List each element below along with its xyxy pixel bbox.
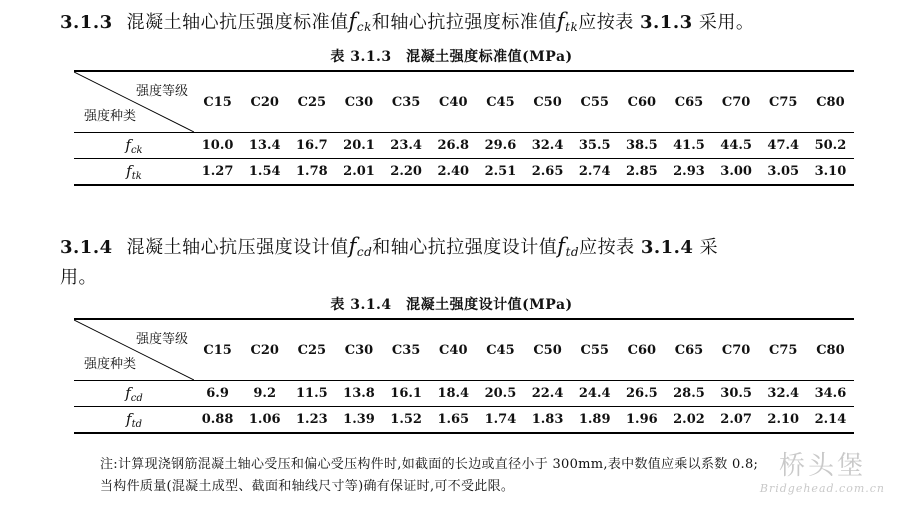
table-cell: 11.5 [288,381,335,407]
table-cell: 47.4 [760,133,807,159]
table-cell: 22.4 [524,381,571,407]
table-row [74,381,854,407]
table-cell: 1.83 [524,407,571,434]
symbol-subscript: tk [131,170,142,182]
symbol: f [126,161,132,180]
grade-header-c40: C40 [430,71,477,133]
table-cell: 0.88 [194,407,241,434]
table-cell: 2.07 [713,407,760,434]
clause-text: 应按表 [579,237,635,258]
clause-text: 混凝土轴心抗压强度标准值 [126,12,349,33]
table-cell: 1.74 [477,407,524,434]
table-cell: 2.51 [477,159,524,186]
grade-header-c15: C15 [194,71,241,133]
table-cell: 28.5 [665,381,712,407]
grade-header-c60: C60 [618,319,665,381]
clause-3-1-3 [60,8,863,40]
grade-header-c75: C75 [760,71,807,133]
strength-design-table [74,318,854,434]
grade-header-c25: C25 [288,71,335,133]
table-corner-header [74,71,194,133]
row-symbol-label [74,133,194,159]
table-cell: 1.78 [288,159,335,186]
table-cell: 20.5 [477,381,524,407]
table-cell: 1.23 [288,407,335,434]
table-cell: 2.01 [335,159,382,186]
table-cell: 44.5 [713,133,760,159]
table-row [74,133,854,159]
table-cell: 30.5 [713,381,760,407]
table-cell: 26.8 [430,133,477,159]
table-cell: 23.4 [383,133,430,159]
symbol: f [125,383,131,402]
grade-header-c30: C30 [335,71,382,133]
clause-3-1-4 [60,233,863,291]
symbol-subscript: td [565,245,580,259]
clause-text: 混凝土轴心抗压强度设计值 [126,237,349,258]
row-symbol-label [74,381,194,407]
row-symbol-label [74,159,194,186]
table-cell: 1.52 [383,407,430,434]
grade-header-c45: C45 [477,71,524,133]
table-caption: 表 3.1.4 混凝土强度设计值(MPa) [330,297,573,313]
clause-text: 和轴心抗拉强度标准值 [371,12,557,33]
table-cell: 1.39 [335,407,382,434]
clause-text: 应按表 [578,12,634,33]
symbol-subscript: ck [356,20,372,34]
table-cell: 24.4 [571,381,618,407]
table-row [74,159,854,186]
grade-header-c25: C25 [288,319,335,381]
symbol: f [348,234,357,258]
table-cell: 13.8 [335,381,382,407]
grade-header-c70: C70 [713,71,760,133]
table-cell: 3.10 [807,159,854,186]
table-cell: 16.7 [288,133,335,159]
table-cell: 10.0 [194,133,241,159]
grade-header-c75: C75 [760,319,807,381]
clause-number: 3.1.3 [60,12,113,33]
table-cell: 29.6 [477,133,524,159]
header-grade-label: 强度等级 [135,332,188,347]
symbol-subscript: ck [130,144,143,156]
table-cell: 34.6 [807,381,854,407]
row-symbol-label [74,407,194,434]
table-corner-header [74,319,194,381]
symbol-subscript: td [131,418,142,430]
table-cell: 2.65 [524,159,571,186]
table-cell: 26.5 [618,381,665,407]
table-cell: 13.4 [241,133,288,159]
table-cell: 38.5 [618,133,665,159]
header-grade-label: 强度等级 [135,84,188,99]
table-cell: 6.9 [194,381,241,407]
table-row [74,407,854,434]
table-cell: 2.40 [430,159,477,186]
grade-header-c35: C35 [383,71,430,133]
table-header-row [74,71,854,133]
table-cell: 3.05 [760,159,807,186]
symbol: f [348,9,357,33]
clause-text: 和轴心抗拉强度设计值 [372,237,558,258]
header-type-label: 强度种类 [84,109,137,124]
table-caption: 表 3.1.3 混凝土强度标准值(MPa) [330,49,573,65]
strength-standard-table [74,70,854,186]
table-cell: 3.00 [713,159,760,186]
grade-header-c40: C40 [430,319,477,381]
table-cell: 20.1 [335,133,382,159]
symbol-subscript: cd [356,245,373,259]
note-line: 当构件质量(混凝土成型、截面和轴线尺寸等)确有保证时,可不受此限。 [100,479,515,494]
table-cell: 2.10 [760,407,807,434]
symbol: f [125,135,131,154]
grade-header-c30: C30 [335,319,382,381]
table-cell: 1.54 [241,159,288,186]
table-cell: 1.96 [618,407,665,434]
table-cell: 18.4 [430,381,477,407]
grade-header-c20: C20 [241,319,288,381]
table-cell: 1.89 [571,407,618,434]
symbol-subscript: tk [565,20,579,34]
grade-header-c55: C55 [571,319,618,381]
symbol-subscript: cd [130,392,143,404]
grade-header-c50: C50 [524,71,571,133]
clause-text: 用。 [60,267,97,288]
grade-header-c15: C15 [194,319,241,381]
grade-header-c80: C80 [807,319,854,381]
table-cell: 50.2 [807,133,854,159]
grade-header-c50: C50 [524,319,571,381]
clause-text: 采用。 [698,12,755,33]
grade-header-c80: C80 [807,71,854,133]
watermark-logo [760,445,885,495]
symbol: f [556,9,566,33]
table-cell: 41.5 [665,133,712,159]
watermark-text: 桥头堡 [778,451,866,481]
symbol: f [557,234,566,258]
grade-header-c55: C55 [571,71,618,133]
table-reference: 3.1.4 [640,237,694,258]
table-cell: 16.1 [383,381,430,407]
table-reference: 3.1.3 [640,12,693,33]
table-cell: 35.5 [571,133,618,159]
table-cell: 9.2 [241,381,288,407]
grade-header-c60: C60 [618,71,665,133]
table-cell: 1.65 [430,407,477,434]
table-cell: 2.93 [665,159,712,186]
table-cell: 2.02 [665,407,712,434]
note-line: 注:计算现浇钢筋混凝土轴心受压和偏心受压构件时,如截面的长边或直径小于 300mm,表中数值应乘以系数 0.8; [100,457,759,472]
table-header-row [74,319,854,381]
table-cell: 32.4 [524,133,571,159]
grade-header-c70: C70 [713,319,760,381]
table-cell: 1.27 [194,159,241,186]
grade-header-c65: C65 [665,319,712,381]
watermark-url: Bridgehead.com.cn [759,482,885,495]
table-cell: 2.74 [571,159,618,186]
grade-header-c45: C45 [477,319,524,381]
table-cell: 2.85 [618,159,665,186]
table-cell: 32.4 [760,381,807,407]
grade-header-c65: C65 [665,71,712,133]
header-type-label: 强度种类 [84,357,137,372]
table-cell: 2.14 [807,407,854,434]
table-cell: 2.20 [383,159,430,186]
grade-header-c35: C35 [383,319,430,381]
clause-text: 采 [699,237,719,258]
grade-header-c20: C20 [241,71,288,133]
symbol: f [126,409,132,428]
table-cell: 1.06 [241,407,288,434]
clause-number: 3.1.4 [60,237,113,258]
